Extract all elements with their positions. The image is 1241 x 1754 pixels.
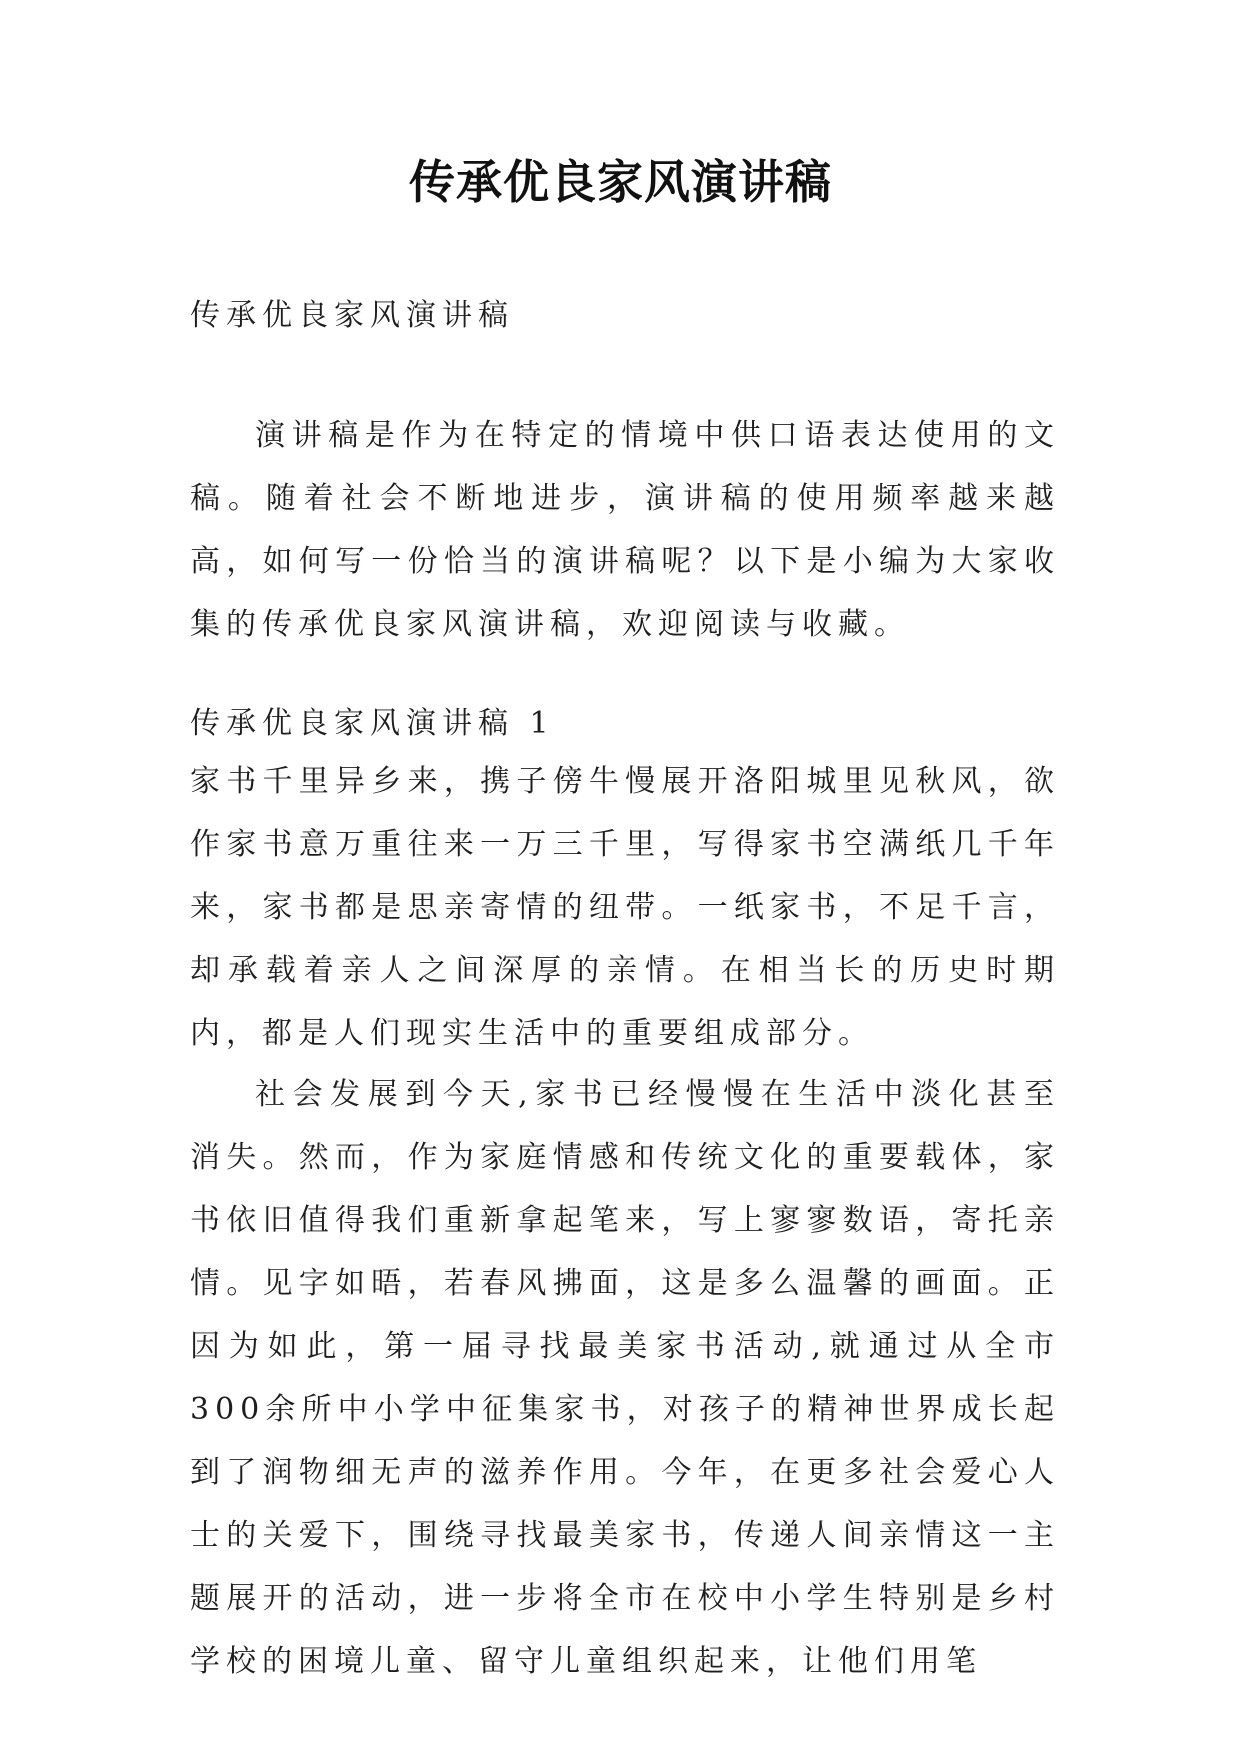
- body-paragraph-2: 社会发展到今天,家书已经慢慢在生活中淡化甚至消失。然而，作为家庭情感和传统文化的重要载体，家书依旧值得我们重新拿起笔来，写上寥寥数语，寄托亲情。见字如晤，若春风拂面，这是多么温馨的画面。正因为如此，第一届寻找最美家书活动,就通过从全市300余所中小学中征集家书，对孩子的精神世界成长起到了润物细无声的滋养作用。今年，在更多社会爱心人士的关爱下，围绕寻找最美家书，传递人间亲情这一主题展开的活动，进一步将全市在校中小学生特别是乡村学校的困境儿童、留守儿童组织起来，让他们用笔: [190, 1077, 1060, 1679]
- section-heading: 传承优良家风演讲稿 1: [190, 706, 555, 741]
- document-title: 传承优良家风演讲稿: [409, 155, 832, 209]
- intro-paragraph: 演讲稿是作为在特定的情境中供口语表达使用的文稿。随着社会不断地进步，演讲稿的使用频率越来越高，如何写一份恰当的演讲稿呢？以下是小编为大家收集的传承优良家风演讲稿，欢迎阅读与收藏。: [190, 418, 1060, 642]
- document-subtitle: 传承优良家风演讲稿: [190, 298, 514, 333]
- body-paragraph-1: 家书千里异乡来，携子傍牛慢展开洛阳城里见秋风，欲作家书意万重往来一万三千里，写得家书空满纸几千年来，家书都是思亲寄情的纽带。一纸家书，不足千言，却承载着亲人之间深厚的亲情。在相当长的历史时期内，都是人们现实生活中的重要组成部分。: [190, 764, 1060, 1051]
